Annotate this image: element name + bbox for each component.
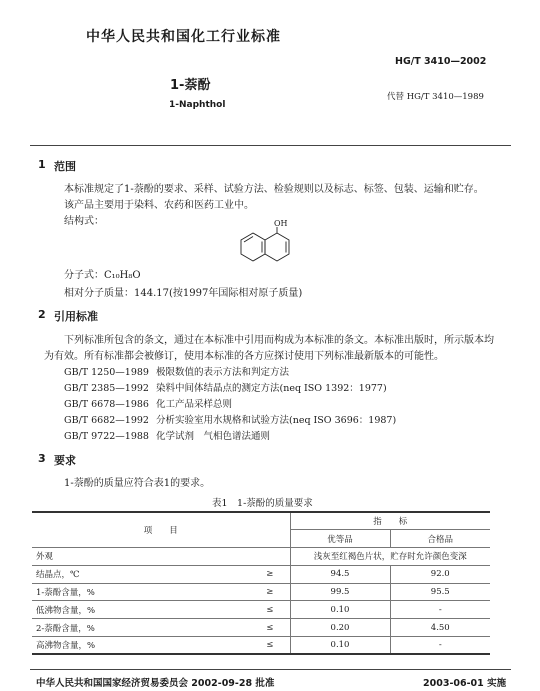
row-name: 高沸物含量，%	[32, 637, 250, 655]
reference-title: 分析实验室用水规格和试验方法(neq ISO 3696：1987)	[156, 415, 397, 426]
table-row	[32, 601, 490, 619]
row-superior: 99.5	[290, 583, 390, 601]
reference-code: GB/T 2385—1992	[64, 383, 149, 394]
section-1-number: 1	[38, 158, 46, 171]
header-rule	[30, 145, 511, 146]
table-row	[32, 583, 490, 601]
effective-date: 2003-06-01 实施	[423, 678, 507, 689]
standard-number: HG/T 3410—2002	[395, 56, 487, 67]
reference-title: 极限数值的表示方法和判定方法	[156, 367, 290, 378]
reference-row	[64, 364, 289, 378]
row-operator: ≥	[250, 565, 290, 583]
table-caption: 表1 1-萘酚的质量要求	[212, 498, 313, 509]
reference-row	[64, 380, 387, 394]
reference-title: 染料中间体结晶点的测定方法(neq ISO 1392：1977)	[156, 383, 387, 394]
title-en: 1-Naphthol	[169, 100, 226, 110]
reference-code: GB/T 9722—1988	[64, 431, 149, 442]
row-superior: 94.5	[290, 565, 390, 583]
table-row	[32, 637, 490, 655]
row-name: 低沸物含量，%	[32, 601, 250, 619]
header-superior: 优等品	[290, 530, 390, 548]
row-name: 1-萘酚含量，%	[32, 583, 250, 601]
section-3-number: 3	[38, 452, 46, 465]
row-superior: 0.10	[290, 637, 390, 655]
row-operator: ≤	[250, 637, 290, 655]
header-index: 指 标	[290, 512, 490, 530]
row-operator: ≥	[250, 583, 290, 601]
naphthol-structure-diagram	[238, 222, 298, 272]
section-2-para-1: 下列标准所包含的条文，通过在本标准中引用而构成为本标准的条文。本标准出版时，所示版本均	[64, 335, 494, 346]
row-qualified: 95.5	[390, 583, 490, 601]
section-2-title: 引用标准	[54, 310, 98, 323]
footer-rule	[30, 669, 511, 670]
issuing-org: 中华人民共和国化工行业标准	[86, 29, 281, 45]
molecular-formula: 分子式：C₁₀H₈O	[64, 270, 141, 281]
reference-row	[64, 412, 396, 426]
section-1-title: 范围	[54, 160, 76, 173]
approval-line: 中华人民共和国国家经济贸易委员会 2002-09-28 批准	[36, 678, 275, 689]
table-row	[32, 619, 490, 637]
reference-row	[64, 428, 270, 442]
row-qualified: -	[390, 637, 490, 655]
reference-title: 化学试剂 气相色谱法通则	[156, 431, 271, 442]
reference-code: GB/T 1250—1989	[64, 367, 149, 378]
header-qualified: 合格品	[390, 530, 490, 548]
table-row	[32, 565, 490, 583]
reference-code: GB/T 6682—1992	[64, 415, 149, 426]
header-item: 项 目	[32, 512, 290, 548]
row-qualified: 4.50	[390, 619, 490, 637]
row-name: 外观	[32, 548, 290, 566]
section-2-number: 2	[38, 308, 46, 321]
structure-label: 结构式：	[64, 216, 104, 227]
oh-label: OH	[274, 219, 288, 228]
title-cn: 1-萘酚	[170, 78, 211, 93]
row-operator: ≤	[250, 601, 290, 619]
reference-title: 化工产品采样总则	[156, 399, 233, 410]
section-3-para-1: 1-萘酚的质量应符合表1的要求。	[64, 478, 211, 489]
row-appearance-value: 浅灰至红褐色片状，贮存时允许颜色变深	[290, 548, 490, 566]
row-qualified: 92.0	[390, 565, 490, 583]
row-superior: 0.10	[290, 601, 390, 619]
row-qualified: -	[390, 601, 490, 619]
row-name: 2-萘酚含量，%	[32, 619, 250, 637]
section-3-title: 要求	[54, 454, 76, 467]
requirements-table	[32, 511, 490, 655]
row-operator: ≤	[250, 619, 290, 637]
molecular-mass: 相对分子质量：144.17(按1997年国际相对原子质量)	[64, 288, 303, 299]
section-2-para-2: 为有效。所有标准都会被修订，使用本标准的各方应探讨使用下列标准最新版本的可能性。	[44, 351, 444, 362]
row-superior: 0.20	[290, 619, 390, 637]
table-header-row-1	[32, 512, 490, 530]
reference-row	[64, 396, 232, 410]
replaces-note: 代替 HG/T 3410—1989	[387, 92, 484, 102]
row-name: 结晶点，℃	[32, 565, 250, 583]
section-1-para-1: 本标准规定了1-萘酚的要求、采样、试验方法、检验规则以及标志、标签、包装、运输和贮存。	[64, 184, 484, 195]
section-1-para-2: 该产品主要用于染料、农药和医药工业中。	[64, 200, 254, 211]
reference-code: GB/T 6678—1986	[64, 399, 149, 410]
table-row	[32, 548, 490, 566]
